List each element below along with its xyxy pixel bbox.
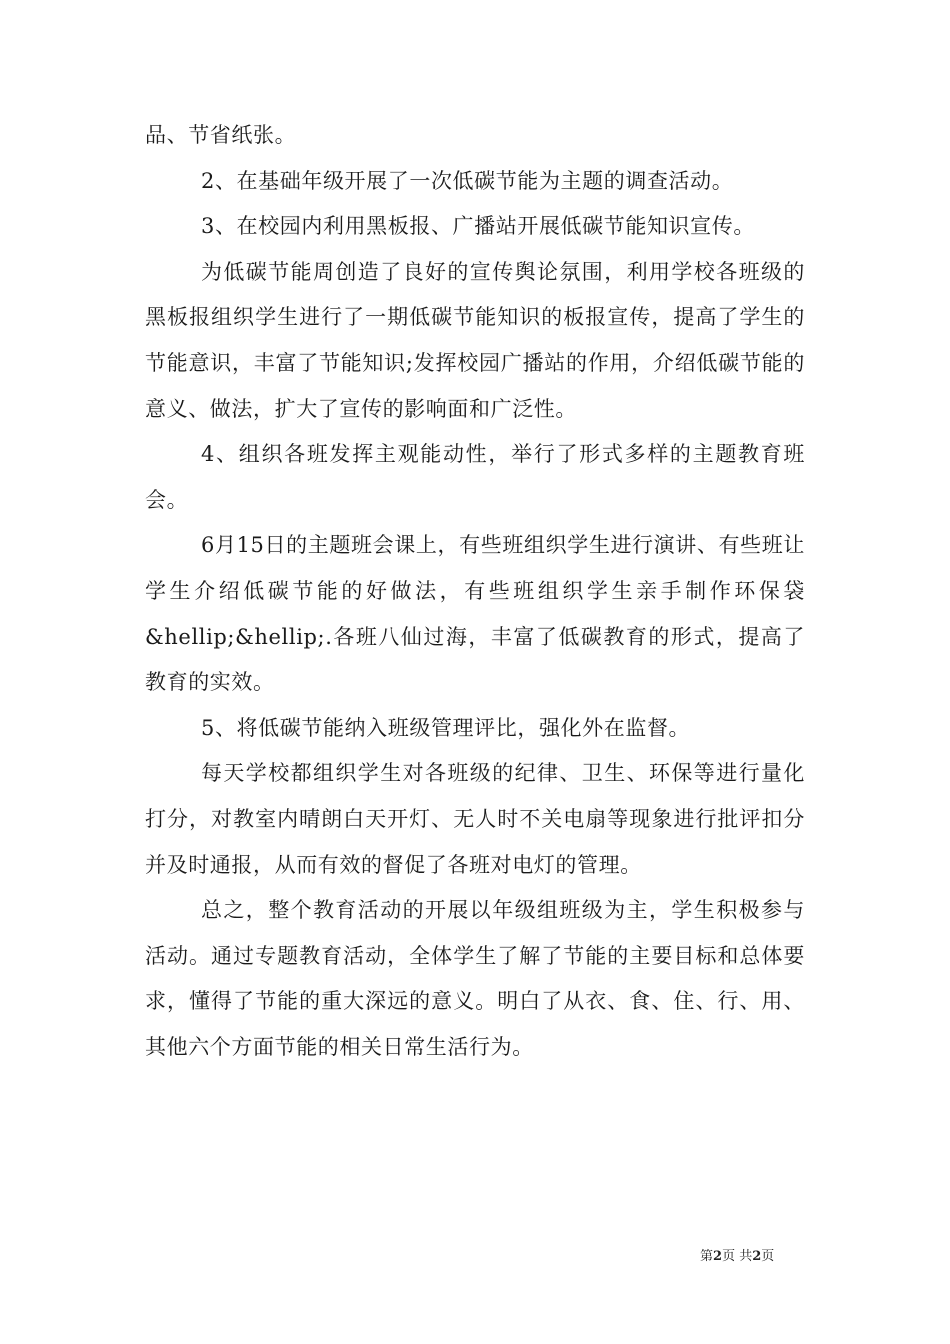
paragraph-item-3-detail: 为低碳节能周创造了良好的宣传舆论氛围，利用学校各班级的黑板报组织学生进行了一期低碳节能知识的板报宣传，提高了学生的节能意识，丰富了节能知识;发挥校园广播站的作用，介绍低碳节能的意义、做法，扩大了宣传的影响面和广泛性。 <box>145 259 805 421</box>
footer-middle: 页 共 <box>722 1249 753 1264</box>
paragraph-continuation: 品、节省纸张。 <box>145 123 297 147</box>
paragraph-item-4: 4、组织各班发挥主观能动性，举行了形式多样的主题教育班会。 <box>145 442 805 512</box>
footer-prefix: 第 <box>700 1249 714 1264</box>
paragraph-conclusion: 总之，整个教育活动的开展以年级组班级为主，学生积极参与活动。通过专题教育活动，全体学生了解了节能的主要目标和总体要求，懂得了节能的重大深远的意义。明白了从衣、食、住、行、用、其他六个方面节能的相关日常生活行为。 <box>145 898 805 1059</box>
paragraph-item-5: 5、将低碳节能纳入班级管理评比，强化外在监督。 <box>201 715 691 740</box>
document-body <box>145 113 805 1070</box>
paragraph-item-4-detail: 6月15日的主题班会课上，有些班组织学生进行演讲、有些班让学生介绍低碳节能的好做法，有些班组织学生亲手制作环保袋&hellip;&hellip;.各班八仙过海，丰富了低碳教育的形式，提高了教育的实效。 <box>145 533 805 695</box>
footer-suffix: 页 <box>761 1249 775 1264</box>
total-page-count: 2 <box>752 1249 762 1264</box>
page-number-footer <box>700 1248 810 1266</box>
paragraph-item-5-detail: 每天学校都组织学生对各班级的纪律、卫生、环保等进行量化打分，对教室内晴朗白天开灯、无人时不关电扇等现象进行批评扣分并及时通报，从而有效的督促了各班对电灯的管理。 <box>145 761 805 877</box>
paragraph-item-3: 3、在校园内利用黑板报、广播站开展低碳节能知识宣传。 <box>201 214 755 239</box>
current-page-number: 2 <box>713 1249 723 1264</box>
paragraph-item-2: 2、在基础年级开展了一次低碳节能为主题的调查活动。 <box>201 168 734 193</box>
